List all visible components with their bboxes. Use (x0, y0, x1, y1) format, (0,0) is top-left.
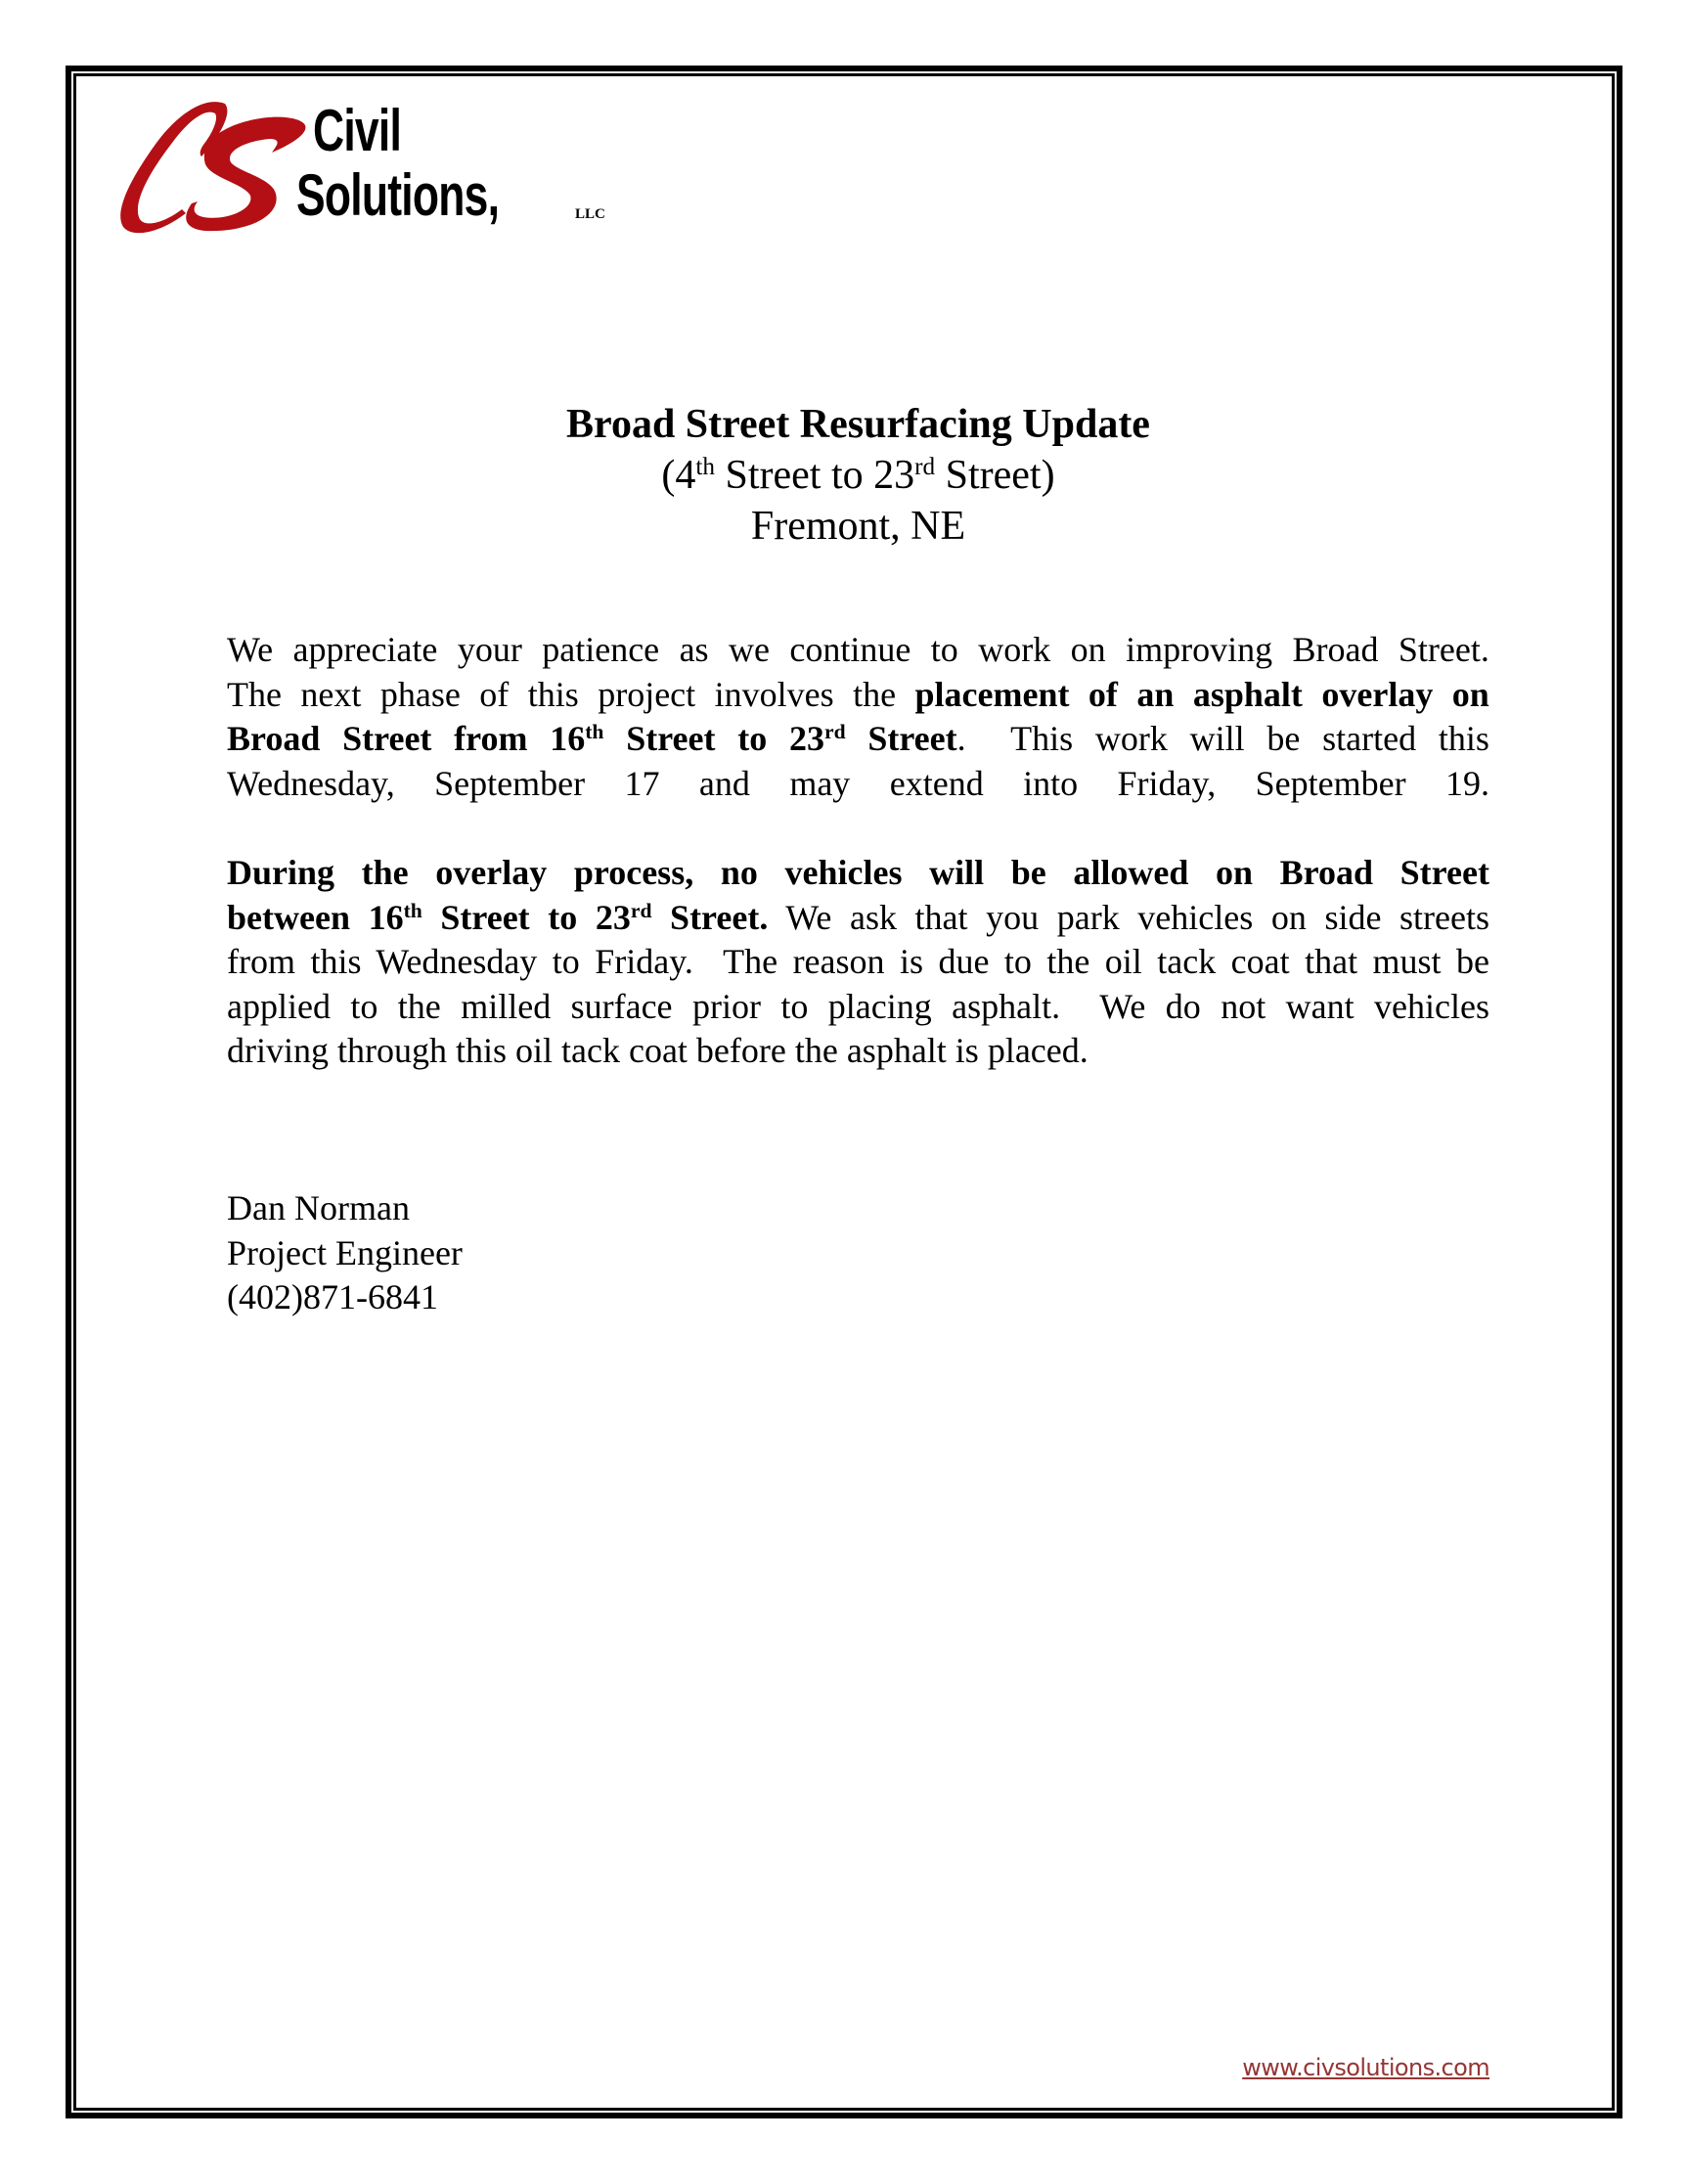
signer-title: Project Engineer (227, 1232, 463, 1272)
company-name-line1: Civil (313, 98, 402, 163)
range-prefix: (4 (661, 453, 696, 498)
website-link[interactable]: www.civsolutions.com (1242, 2054, 1489, 2081)
signer-name: Dan Norman (227, 1188, 410, 1227)
para2-line4: applied to the milled surface prior to placing asphalt. We do not want vehicles (227, 986, 1489, 1026)
company-suffix: LLC (575, 206, 605, 222)
range-middle: Street to 23 (715, 453, 915, 498)
range-suffix: Street) (935, 453, 1055, 498)
page-title: Broad Street Resurfacing Update (566, 402, 1150, 447)
signer-phone: (402)871-6841 (227, 1277, 438, 1316)
para2-line3: from this Wednesday to Friday. The reason is due to the oil tack coat that must be (227, 942, 1489, 981)
para1-line2: The next phase of this project involves the placement of an asphalt overlay on (227, 674, 1489, 714)
location: Fremont, NE (750, 504, 966, 549)
paragraph-schedule (227, 628, 1489, 806)
street-range (227, 450, 1489, 501)
paragraph-road-closure (227, 851, 1489, 1074)
cs-logo-icon (110, 96, 315, 238)
para2-line1: During the overlay process, no vehicles will be allowed on Broad Street (227, 853, 1489, 892)
para2-line2: between 16th Street to 23rd Street. We ask that you park vehicles on side streets (227, 897, 1489, 937)
para1-line1: We appreciate your patience as we continue to work on improving Broad Street. (227, 630, 1489, 669)
para1-line4: Wednesday, September 17 and may extend into Friday, September 19. (227, 763, 1489, 803)
title-block (227, 399, 1489, 552)
superscript: rd (914, 454, 936, 481)
page-border-inner (73, 73, 1615, 2111)
company-name-line2: Solutions, (296, 162, 500, 228)
superscript: th (695, 454, 715, 481)
para1-line3: Broad Street from 16th Street to 23rd Street. This work will be started this (227, 719, 1489, 758)
signature-block (227, 1186, 463, 1320)
para2-line5: driving through this oil tack coat before the asphalt is placed. (227, 1031, 1088, 1070)
